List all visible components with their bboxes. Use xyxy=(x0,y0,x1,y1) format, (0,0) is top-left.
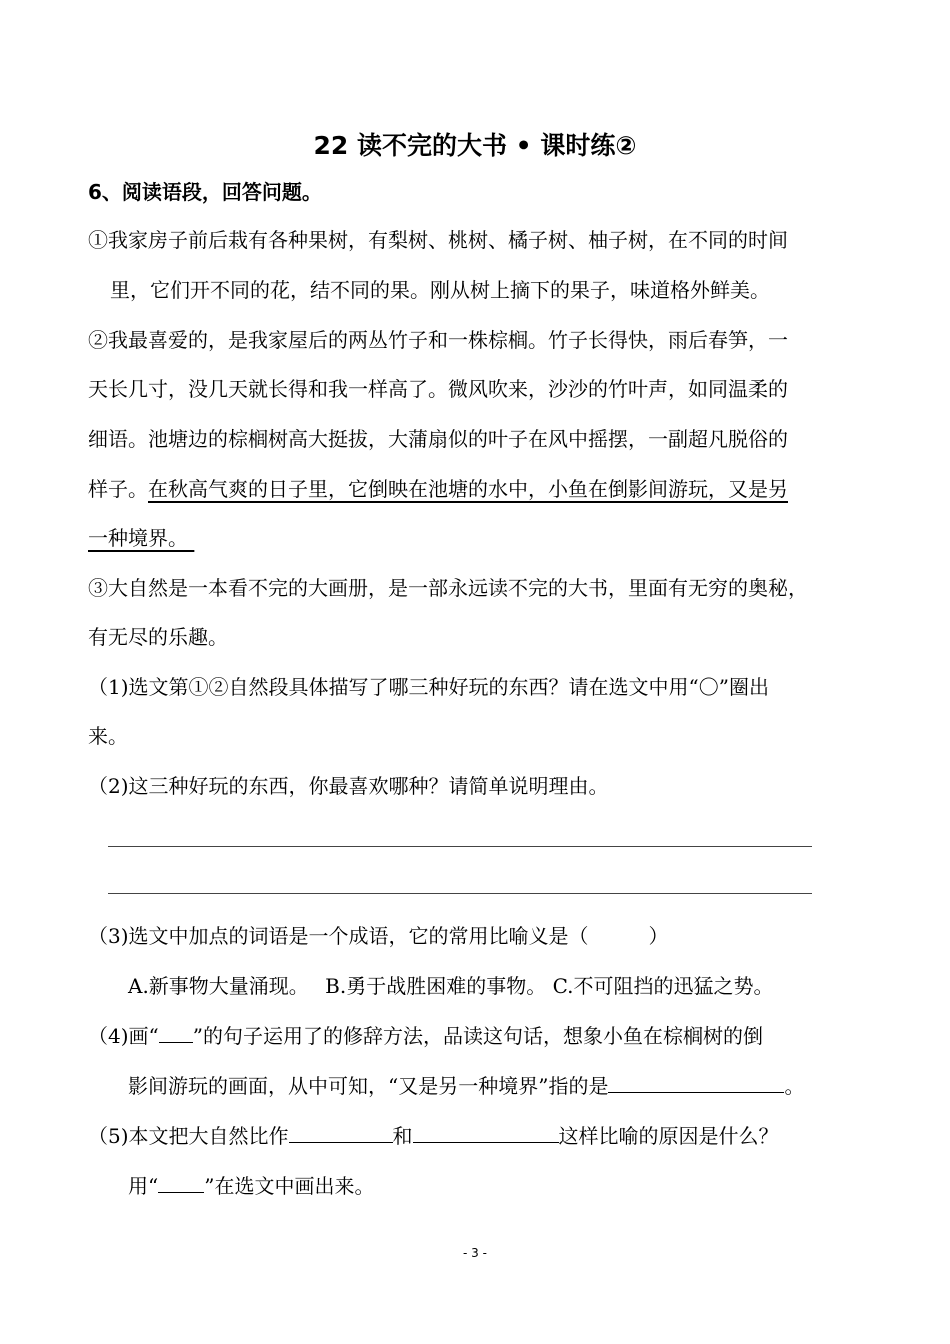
question-5-line2-b: ”在选文中画出来。 xyxy=(204,1174,375,1198)
question-1-line1: （1)选文第①②自然段具体描写了哪三种好玩的东西？请在选文中用“〇”圈出 xyxy=(88,675,769,699)
passage-p2-line4-plain: 样子。 xyxy=(88,477,148,501)
passage-p3-line1: ③大自然是一本看不完的大画册，是一部永远读不完的大书，里面有无穷的奥秘， xyxy=(88,576,808,600)
underlined-sentence-part2: 一种境界。 xyxy=(88,526,188,550)
question-2: （2)这三种好玩的东西，你最喜欢哪种？请简单说明理由。 xyxy=(88,774,609,798)
passage-p2-line2: 天长几寸，没几天就长得和我一样高了。微风吹来，沙沙的竹叶声，如同温柔的 xyxy=(88,377,788,401)
passage-p1-line1: ①我家房子前后栽有各种果树，有梨树、桃树、橘子树、柚子树，在不同的时间 xyxy=(88,228,788,252)
question-4-line1 xyxy=(88,1022,763,1050)
page-title: 22 读不完的大书 • 课时练② xyxy=(313,131,637,160)
passage-p2-line3: 细语。池塘边的棕榈树高大挺拔，大蒲扇似的叶子在风中摇摆，一副超凡脱俗的 xyxy=(88,427,788,451)
answer-line-2[interactable] xyxy=(108,893,812,894)
passage-p3-line2: 有无尽的乐趣。 xyxy=(88,625,228,649)
passage-p2-line1: ②我最喜爱的，是我家屋后的两丛竹子和一株棕榈。竹子长得快，雨后春笋，一 xyxy=(88,328,788,352)
answer-blank-q5-second[interactable] xyxy=(413,1122,559,1143)
answer-line-1[interactable] xyxy=(108,846,812,847)
passage-p2-line4 xyxy=(88,475,788,503)
question-3: （3)选文中加点的词语是一个成语，它的常用比喻义是（ ） xyxy=(88,924,669,948)
question-4-line2-end: 。 xyxy=(784,1074,805,1098)
question-4-line2-text: 影间游玩的画面，从中可知，“又是另一种境界”指的是 xyxy=(128,1074,609,1098)
page-number: - 3 - xyxy=(463,1246,487,1260)
question-4-line2 xyxy=(128,1072,804,1100)
question-1-line2: 来。 xyxy=(88,724,128,748)
question-heading: 6、阅读语段，回答问题。 xyxy=(88,180,322,204)
underlined-sentence-part1: 在秋高气爽的日子里，它倒映在池塘的水中，小鱼在倒影间游玩，又是另 xyxy=(148,477,788,501)
underline-symbol-blank xyxy=(159,1022,193,1043)
question-5-line1 xyxy=(88,1122,779,1150)
question-5-line1-b: 和 xyxy=(392,1124,413,1148)
passage-p2-line5 xyxy=(88,524,194,552)
question-5-line1-c: 这样比喻的原因是什么？ xyxy=(558,1124,779,1148)
answer-blank-q5-first[interactable] xyxy=(289,1122,393,1143)
question-5-line1-a: （5)本文把大自然比作 xyxy=(88,1124,289,1148)
question-4-line1-b: ”的句子运用了的修辞方法，品读这句话，想象小鱼在棕榈树的倒 xyxy=(192,1024,763,1048)
question-5-line2-a: 用“ xyxy=(128,1174,159,1198)
question-3-options: A.新事物大量涌现。 B.勇于战胜困难的事物。 C.不可阻挡的迅猛之势。 xyxy=(128,974,774,998)
passage-p1-line2: 里，它们开不同的花，结不同的果。刚从树上摘下的果子，味道格外鲜美。 xyxy=(110,278,770,302)
underline-symbol-blank-q5 xyxy=(158,1172,204,1193)
answer-blank-q4[interactable] xyxy=(608,1072,784,1093)
question-5-line2 xyxy=(128,1172,374,1200)
question-4-line1-a: （4)画“ xyxy=(88,1024,159,1048)
